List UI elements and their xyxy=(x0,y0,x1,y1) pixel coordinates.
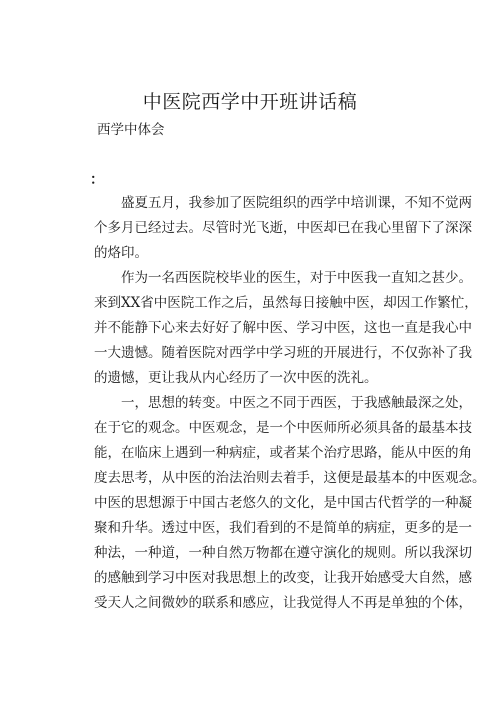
body-line: 的烙印。 xyxy=(94,245,148,261)
body-line: 的感触到学习中医对我思想上的改变，让我开始感受大自然，感 xyxy=(94,570,472,586)
document-title: 中医院西学中开班讲话稿 xyxy=(142,91,358,113)
body-line: 的遗憾，更让我从内心经历了一次中医的洗礼。 xyxy=(94,370,378,386)
body-line: 个多月已经过去。尽管时光飞逝，中医却已在我心里留下了深深 xyxy=(94,220,472,236)
body-line: 作为一名西医院校毕业的医生，对于中医我一直知之甚少。 xyxy=(94,270,472,286)
document-subtitle: 西学中体会 xyxy=(97,122,165,138)
body-line: 能，在临床上遇到一种病症，或者某个治疗思路，能从中医的角 xyxy=(94,445,472,461)
colon-mark: ： xyxy=(90,172,104,188)
body-line: 种法，一种道，一种自然万物都在遵守演化的规则。所以我深切 xyxy=(94,545,472,561)
body-line: 并不能静下心来去好好了解中医、学习中医，这也一直是我心中 xyxy=(94,320,472,336)
body-line: 一大遗憾。随着医院对西学中学习班的开展进行，不仅弥补了我 xyxy=(94,345,472,361)
body-line: 聚和升华。透过中医，我们看到的不是简单的病症，更多的是一 xyxy=(94,520,472,536)
body-line: 受天人之间微妙的联系和感应，让我觉得人不再是单独的个体， xyxy=(94,595,472,611)
body-line: 中医的思想源于中国古老悠久的文化，是中国古代哲学的一种凝 xyxy=(94,495,472,511)
body-line: 盛夏五月，我参加了医院组织的西学中培训课，不知不觉两 xyxy=(94,195,472,211)
body-line: 一，思想的转变。中医之不同于西医，于我感触最深之处， xyxy=(94,395,472,411)
body-line: 在于它的观念。中医观念，是一个中医师所必须具备的最基本技 xyxy=(94,420,472,436)
body-line: 度去思考，从中医的治法治则去着手，这便是最基本的中医观念。 xyxy=(94,470,486,486)
body-line: 来到XX省中医院工作之后，虽然每日接触中医，却因工作繁忙， xyxy=(94,295,478,311)
